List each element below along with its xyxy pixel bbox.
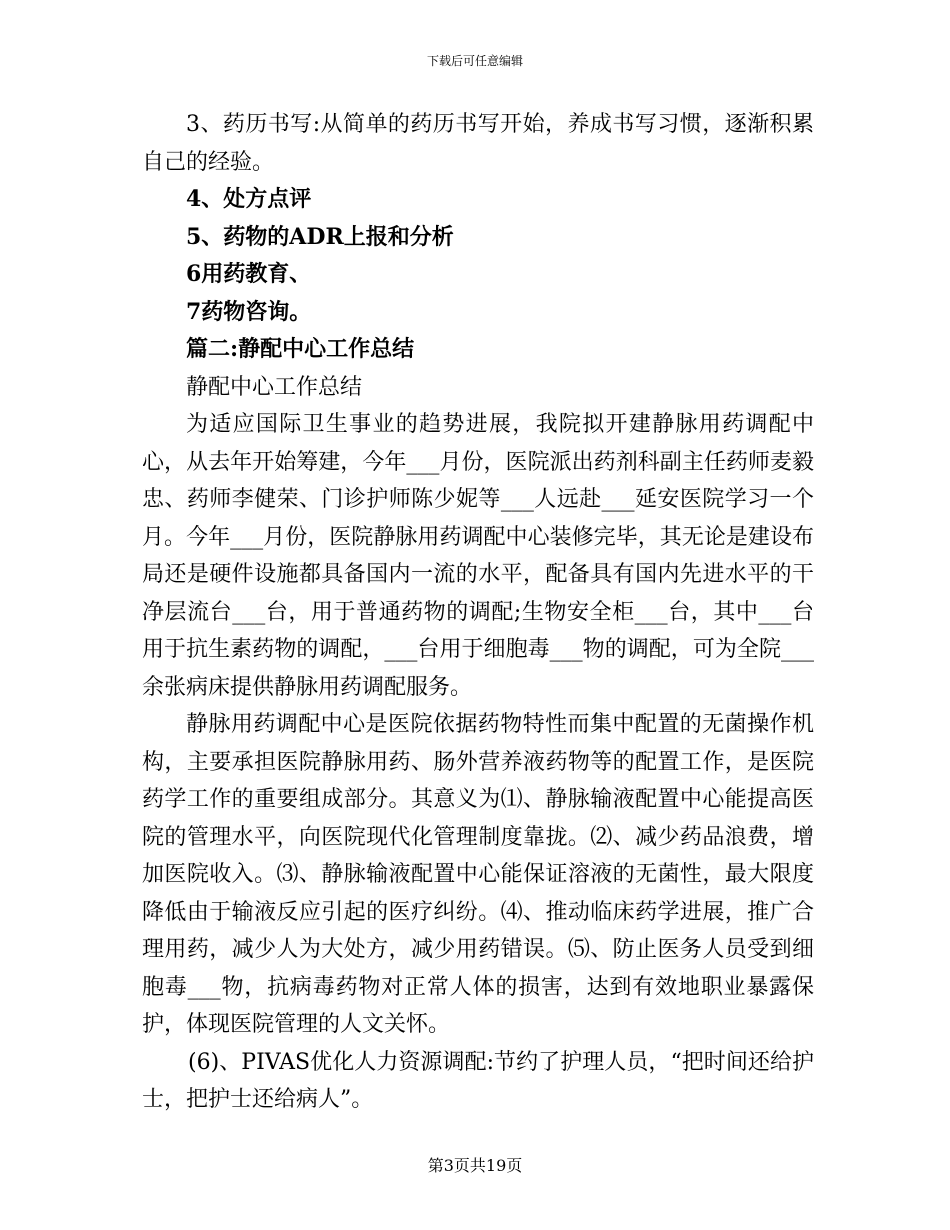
page-footer: 第3页共19页: [427, 1156, 523, 1175]
section-subtitle: 静配中心工作总结: [186, 374, 363, 400]
paragraph-background: 为适应国际卫生事业的趋势进展，我院拟开建静脉用药调配中心，从去年开始筹建，今年___月份，医院派出药剂科副主任药师麦毅忠、药师李健荣、门诊护师陈少妮等___人远赴___延安医院学习一个月。今年___月份，医院静脉用药调配中心装修完毕，其无论是建设布局还是硬件设施都具备国内一流的水平，配备具有国内先进水平的干净层流台___台，用于普通药物的调配;生物安全柜___台，其中___台用于抗生素药物的调配，___台用于细胞毒___物的调配，可为全院___余张病床提供静脉用药调配服务。: [142, 412, 814, 700]
heading-item-7: 7药物咨询。: [186, 298, 312, 325]
heading-item-4: 4、处方点评: [186, 186, 312, 212]
paragraph-pivas: (6)、PIVAS优化人力资源调配:节约了护理人员，“把时间还给护士，把护士还给病人”。: [142, 1049, 814, 1112]
paragraph-significance: 静脉用药调配中心是医院依据药物特性而集中配置的无菌操作机构，主要承担医院静脉用药、肠外营养液药物等的配置工作，是医院药学工作的重要组成部分。其意义为⑴、静脉输液配置中心能提高医院的管理水平，向医院现代化管理制度靠拢。⑵、减少药品浪费，增加医院收入。⑶、静脉输液配置中心能保证溶液的无菌性，最大限度降低由于输液反应引起的医疗纠纷。⑷、推动临床药学进展，推广合理用药，减少人为大处方，减少用药错误。⑸、防止医务人员受到细胞毒___物，抗病毒药物对正常人体的损害，达到有效地职业暴露保护，体现医院管理的人文关怀。: [142, 712, 814, 1037]
heading-item-6: 6用药教育、: [186, 261, 312, 287]
heading-item-5: 5、药物的ADR上报和分析: [186, 223, 454, 250]
section-title: 篇二:静配中心工作总结: [186, 336, 415, 362]
document-body: [142, 106, 814, 1119]
page-header: 下载后可任意编辑: [426, 54, 523, 68]
paragraph-item-3: 3、药历书写:从简单的药历书写开始，养成书写习惯，逐渐积累自己的经验。: [142, 112, 814, 175]
